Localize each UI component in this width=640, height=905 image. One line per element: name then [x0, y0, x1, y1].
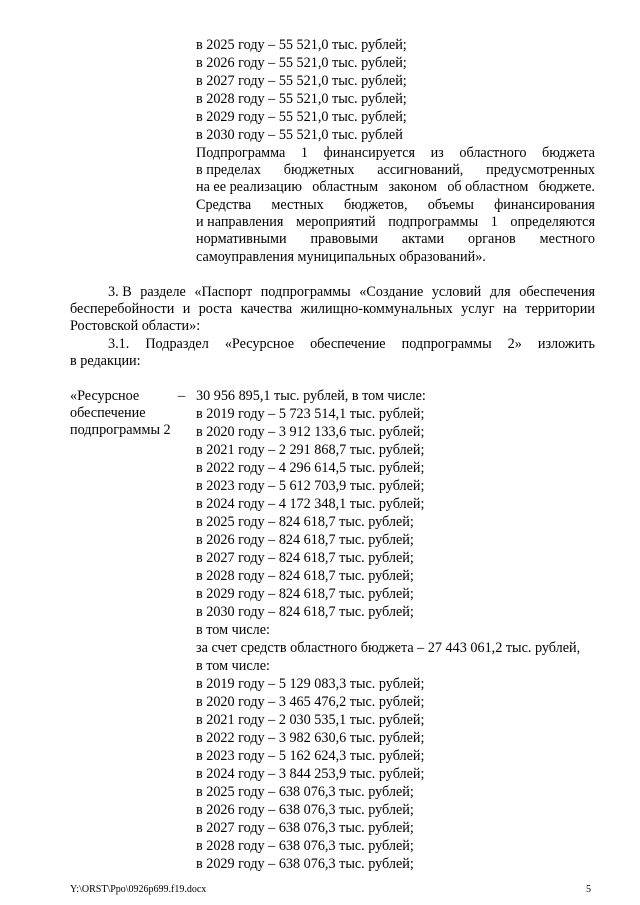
- word: и: [182, 301, 191, 317]
- word: территории: [525, 301, 595, 317]
- list-item: в 2022 году – 4 296 614,5 тыс. рублей;: [196, 460, 425, 476]
- word: Подпрограмма: [196, 145, 286, 161]
- word: подпрограммы: [260, 284, 351, 300]
- list-item: в 2025 году – 824 618,7 тыс. рублей;: [196, 514, 414, 530]
- list-item: в 2020 году – 3 465 476,2 тыс. рублей;: [196, 694, 425, 710]
- list-item: в 2030 году – 824 618,7 тыс. рублей;: [196, 604, 414, 620]
- word: бюджетов,: [343, 197, 408, 213]
- word: услуг: [461, 301, 495, 317]
- list-item: в 2019 году – 5 723 514,1 тыс. рублей;: [196, 406, 425, 422]
- resource-total: 30 956 895,1 тыс. рублей, в том числе:: [196, 388, 426, 404]
- word: местного: [539, 231, 595, 247]
- resource-label: [70, 388, 171, 439]
- list-item: в 2022 году – 3 982 630,6 тыс. рублей;: [196, 730, 425, 746]
- word: 3. В: [108, 284, 132, 300]
- paragraph-line: [196, 197, 595, 214]
- resource-dash: –: [178, 388, 186, 404]
- word: бюджета: [542, 145, 595, 161]
- word: законом: [388, 179, 438, 195]
- word: актами: [401, 231, 445, 247]
- word: из: [430, 145, 444, 161]
- word: обеспечение: [310, 336, 386, 352]
- list-item: в 2029 году – 638 076,3 тыс. рублей;: [196, 856, 414, 872]
- paragraph-line: самоуправления муниципальных образований».: [196, 249, 486, 265]
- list-item: в 2028 году – 638 076,3 тыс. рублей;: [196, 838, 414, 854]
- word: ассигнований,: [377, 162, 464, 178]
- list-item: в 2026 году – 55 521,0 тыс. рублей;: [196, 55, 407, 71]
- word: бюджете.: [538, 179, 595, 195]
- paragraph-line: [196, 179, 595, 196]
- word: 1: [490, 214, 498, 230]
- list-item: в 2027 году – 824 618,7 тыс. рублей;: [196, 550, 414, 566]
- paragraph-line: [196, 162, 595, 179]
- label-line: «Ресурсное: [70, 388, 140, 404]
- paragraph-line: [196, 231, 595, 248]
- word: органов: [468, 231, 516, 247]
- list-item: в 2030 году – 55 521,0 тыс. рублей: [196, 127, 403, 143]
- word: роста: [198, 301, 233, 317]
- word: 2»: [507, 336, 522, 352]
- word: на: [502, 301, 517, 317]
- footer-file-path: Y:\ORST\Ppo\0926p699.f19.docx: [70, 884, 207, 895]
- section-3-line: Ростовской области»:: [70, 318, 201, 334]
- word: об областном: [447, 179, 529, 195]
- list-item: в 2019 году – 5 129 083,3 тыс. рублей;: [196, 676, 425, 692]
- word: «Паспорт: [194, 284, 253, 300]
- word: обеспечения: [519, 284, 595, 300]
- list-item: в 2027 году – 638 076,3 тыс. рублей;: [196, 820, 414, 836]
- section-3-line: [70, 301, 595, 318]
- word: областного: [459, 145, 527, 161]
- section-3-1-line: в редакции:: [70, 353, 141, 369]
- word: «Ресурсное: [224, 336, 295, 352]
- paragraph-line: [196, 214, 595, 231]
- list-item: в 2023 году – 5 162 624,3 тыс. рублей;: [196, 748, 425, 764]
- word: областным: [312, 179, 379, 195]
- word: 3.1.: [108, 336, 130, 352]
- list-item: в 2028 году – 55 521,0 тыс. рублей;: [196, 91, 407, 107]
- word: жилищно-коммунальных: [300, 301, 453, 317]
- including-label: в том числе:: [196, 658, 270, 674]
- word: в пределах: [196, 162, 262, 178]
- word: подпрограммы: [401, 336, 492, 352]
- word: бюджетных: [283, 162, 355, 178]
- word: местных: [271, 197, 324, 213]
- word: условий: [431, 284, 482, 300]
- word: финансируется: [323, 145, 416, 161]
- page-number: 5: [586, 884, 591, 895]
- word: и направления: [196, 214, 284, 230]
- word: правовыми: [310, 231, 378, 247]
- section-3-line: [108, 284, 595, 301]
- word: Подраздел: [145, 336, 209, 352]
- list-item: в 2027 году – 55 521,0 тыс. рублей;: [196, 73, 407, 89]
- word: объемы: [427, 197, 474, 213]
- word: изложить: [537, 336, 595, 352]
- word: Средства: [196, 197, 252, 213]
- word: «Создание: [359, 284, 424, 300]
- word: мероприятий: [295, 214, 376, 230]
- word: на ее реализацию: [196, 179, 302, 195]
- word: разделе: [140, 284, 186, 300]
- word: предусмотренных: [486, 162, 595, 178]
- word: 1: [300, 145, 308, 161]
- word: подпрограммы: [388, 214, 479, 230]
- word: нормативными: [196, 231, 287, 247]
- list-item: в 2028 году – 824 618,7 тыс. рублей;: [196, 568, 414, 584]
- list-item: в 2020 году – 3 912 133,6 тыс. рублей;: [196, 424, 425, 440]
- list-item: в 2029 году – 824 618,7 тыс. рублей;: [196, 586, 414, 602]
- list-item: в 2023 году – 5 612 703,9 тыс. рублей;: [196, 478, 425, 494]
- list-item: в 2025 году – 55 521,0 тыс. рублей;: [196, 37, 407, 53]
- list-item: в 2021 году – 2 291 868,7 тыс. рублей;: [196, 442, 425, 458]
- list-item: в 2021 году – 2 030 535,1 тыс. рублей;: [196, 712, 425, 728]
- section-3-1-line: [108, 336, 595, 353]
- label-line: обеспечение: [70, 405, 146, 421]
- paragraph-line: [196, 145, 595, 162]
- label-line: подпрограммы 2: [70, 422, 171, 438]
- list-item: в 2029 году – 55 521,0 тыс. рублей;: [196, 109, 407, 125]
- word: для: [489, 284, 511, 300]
- word: определяются: [510, 214, 595, 230]
- list-item: в 2026 году – 824 618,7 тыс. рублей;: [196, 532, 414, 548]
- including-label: в том числе:: [196, 622, 270, 638]
- list-item: в 2024 году – 3 844 253,9 тыс. рублей;: [196, 766, 425, 782]
- word: бесперебойности: [70, 301, 175, 317]
- list-item: в 2025 году – 638 076,3 тыс. рублей;: [196, 784, 414, 800]
- word: качества: [240, 301, 293, 317]
- word: финансирования: [494, 197, 595, 213]
- list-item: в 2026 году – 638 076,3 тыс. рублей;: [196, 802, 414, 818]
- regional-total: за счет средств областного бюджета – 27 443 061,2 тыс. рублей,: [196, 640, 581, 656]
- list-item: в 2024 году – 4 172 348,1 тыс. рублей;: [196, 496, 425, 512]
